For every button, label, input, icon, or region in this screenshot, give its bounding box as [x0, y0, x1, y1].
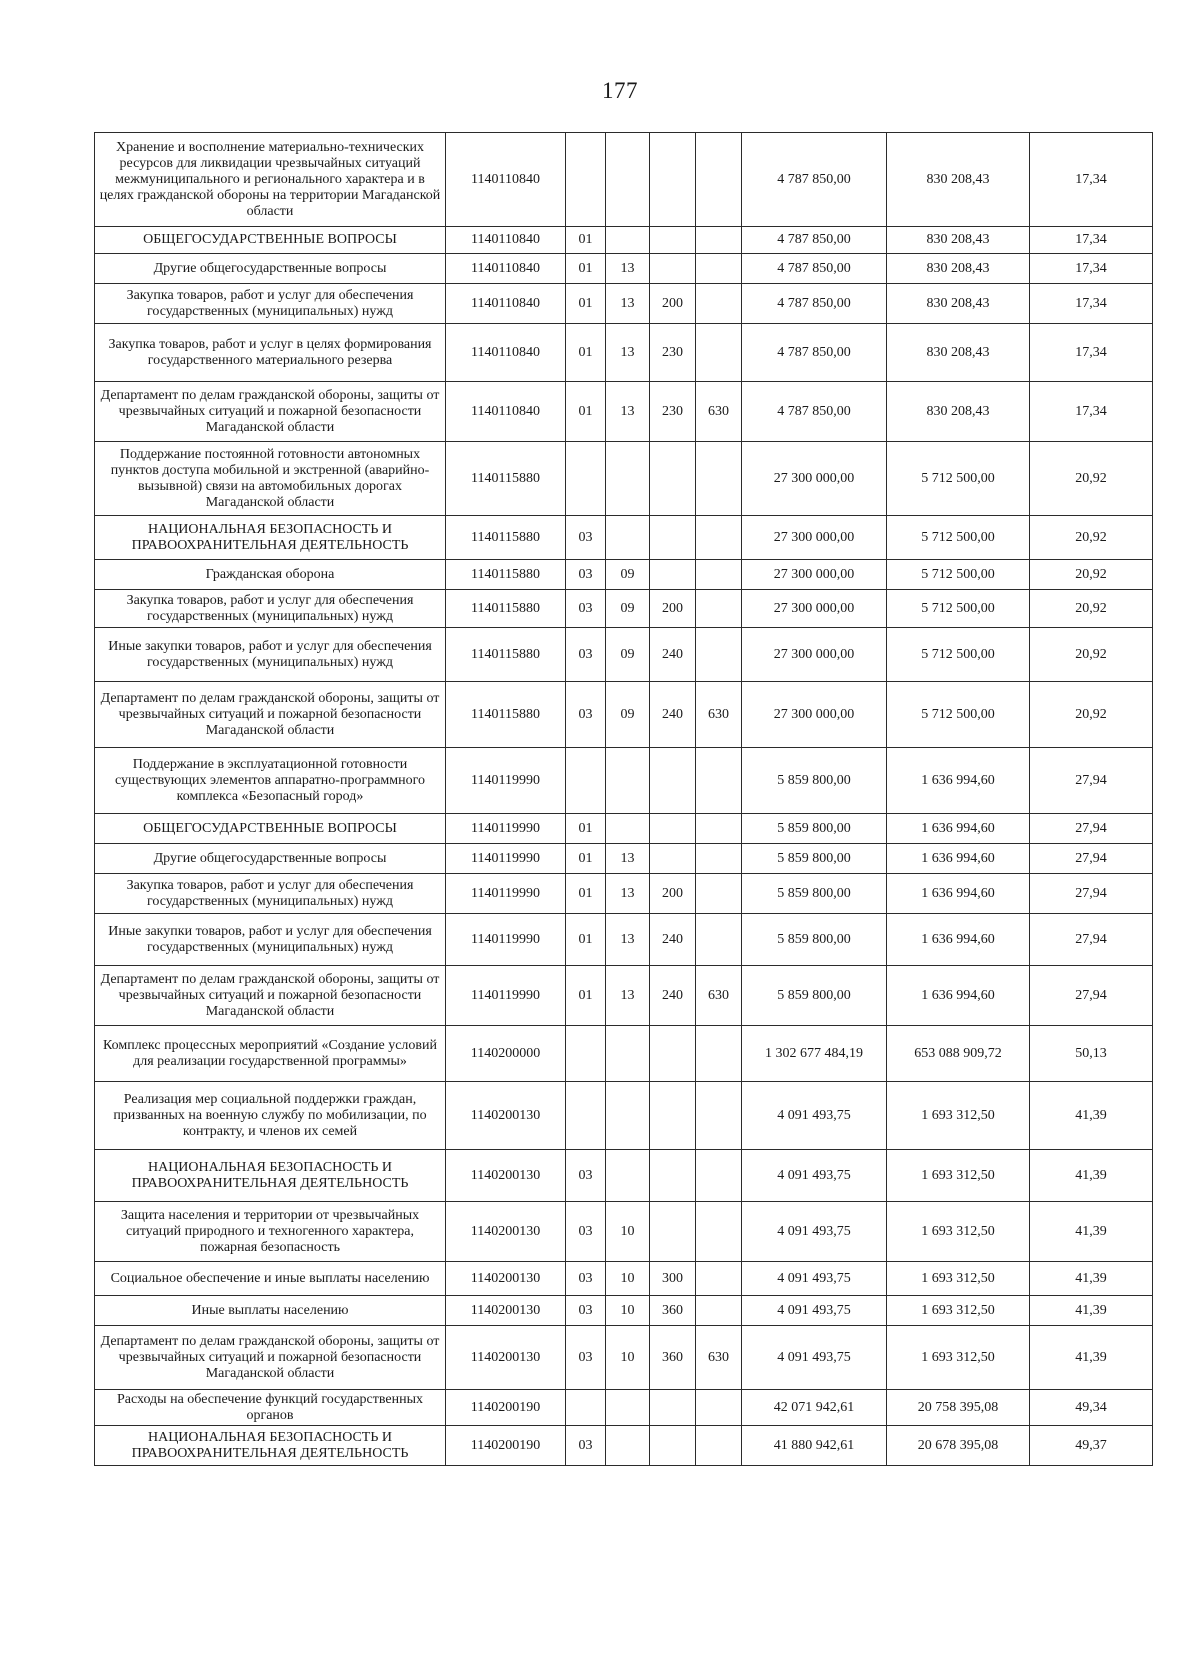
row-expense-type-cell: 230: [650, 382, 696, 442]
row-section-cell: [566, 1026, 606, 1082]
row-section-cell: 01: [566, 227, 606, 254]
row-percent-cell: 20,92: [1030, 516, 1153, 560]
row-expense-type-cell: [650, 1082, 696, 1150]
row-fact-cell: 830 208,43: [887, 382, 1030, 442]
row-subsection-cell: [606, 1390, 650, 1426]
row-name-cell: Департамент по делам гражданской обороны, защиты от чрезвычайных ситуаций и пожарной безопасности Магаданской области: [95, 382, 446, 442]
row-section-cell: 03: [566, 1150, 606, 1202]
row-department-cell: [696, 1026, 742, 1082]
row-fact-cell: 1 636 994,60: [887, 748, 1030, 814]
row-subsection-cell: 09: [606, 590, 650, 628]
row-section-cell: 01: [566, 284, 606, 324]
table-row: [95, 1082, 1153, 1150]
row-expense-type-cell: [650, 254, 696, 284]
row-subsection-cell: 13: [606, 382, 650, 442]
row-percent-cell: 27,94: [1030, 874, 1153, 914]
row-fact-cell: 1 693 312,50: [887, 1150, 1030, 1202]
row-subsection-cell: 13: [606, 874, 650, 914]
row-subsection-cell: 13: [606, 966, 650, 1026]
row-plan-cell: 5 859 800,00: [742, 748, 887, 814]
row-plan-cell: 27 300 000,00: [742, 516, 887, 560]
row-percent-cell: 41,39: [1030, 1202, 1153, 1262]
row-name-cell: НАЦИОНАЛЬНАЯ БЕЗОПАСНОСТЬ И ПРАВООХРАНИТЕЛЬНАЯ ДЕЯТЕЛЬНОСТЬ: [95, 1150, 446, 1202]
row-department-cell: [696, 590, 742, 628]
row-section-cell: 03: [566, 590, 606, 628]
row-subsection-cell: [606, 1082, 650, 1150]
row-percent-cell: 41,39: [1030, 1150, 1153, 1202]
row-fact-cell: 1 693 312,50: [887, 1296, 1030, 1326]
row-percent-cell: 20,92: [1030, 560, 1153, 590]
row-percent-cell: 41,39: [1030, 1082, 1153, 1150]
row-code-cell: 1140200130: [446, 1262, 566, 1296]
row-plan-cell: 4 091 493,75: [742, 1202, 887, 1262]
row-percent-cell: 27,94: [1030, 914, 1153, 966]
row-plan-cell: 27 300 000,00: [742, 682, 887, 748]
row-plan-cell: 4 787 850,00: [742, 133, 887, 227]
table-row: [95, 1390, 1153, 1426]
row-expense-type-cell: [650, 560, 696, 590]
row-fact-cell: 1 693 312,50: [887, 1202, 1030, 1262]
row-department-cell: [696, 227, 742, 254]
row-code-cell: 1140115880: [446, 628, 566, 682]
row-subsection-cell: [606, 1026, 650, 1082]
row-section-cell: [566, 1390, 606, 1426]
row-expense-type-cell: 200: [650, 284, 696, 324]
row-code-cell: 1140115880: [446, 516, 566, 560]
row-section-cell: 01: [566, 814, 606, 844]
row-plan-cell: 27 300 000,00: [742, 628, 887, 682]
table-row: [95, 748, 1153, 814]
row-percent-cell: 17,34: [1030, 254, 1153, 284]
row-code-cell: 1140115880: [446, 442, 566, 516]
row-subsection-cell: 13: [606, 284, 650, 324]
row-section-cell: 03: [566, 628, 606, 682]
row-fact-cell: 1 636 994,60: [887, 874, 1030, 914]
row-code-cell: 1140115880: [446, 590, 566, 628]
row-code-cell: 1140110840: [446, 284, 566, 324]
row-percent-cell: 27,94: [1030, 844, 1153, 874]
row-percent-cell: 27,94: [1030, 814, 1153, 844]
row-plan-cell: 4 091 493,75: [742, 1326, 887, 1390]
row-subsection-cell: 13: [606, 324, 650, 382]
row-name-cell: Хранение и восполнение материально-технических ресурсов для ликвидации чрезвычайных ситуаций межмуниципального и регионального характера и в целях гражданской обороны на территории Магаданской области: [95, 133, 446, 227]
row-section-cell: 03: [566, 1202, 606, 1262]
row-plan-cell: 42 071 942,61: [742, 1390, 887, 1426]
row-percent-cell: 17,34: [1030, 133, 1153, 227]
row-percent-cell: 27,94: [1030, 966, 1153, 1026]
row-section-cell: 01: [566, 844, 606, 874]
row-name-cell: Иные выплаты населению: [95, 1296, 446, 1326]
row-section-cell: 03: [566, 1296, 606, 1326]
row-code-cell: 1140119990: [446, 844, 566, 874]
row-code-cell: 1140119990: [446, 966, 566, 1026]
row-section-cell: 03: [566, 682, 606, 748]
row-plan-cell: 4 091 493,75: [742, 1082, 887, 1150]
row-fact-cell: 1 636 994,60: [887, 914, 1030, 966]
row-plan-cell: 5 859 800,00: [742, 874, 887, 914]
row-section-cell: 01: [566, 254, 606, 284]
row-name-cell: Департамент по делам гражданской обороны, защиты от чрезвычайных ситуаций и пожарной безопасности Магаданской области: [95, 966, 446, 1026]
row-department-cell: [696, 324, 742, 382]
row-expense-type-cell: [650, 227, 696, 254]
row-percent-cell: 20,92: [1030, 682, 1153, 748]
row-name-cell: Департамент по делам гражданской обороны, защиты от чрезвычайных ситуаций и пожарной безопасности Магаданской области: [95, 1326, 446, 1390]
row-fact-cell: 1 636 994,60: [887, 966, 1030, 1026]
row-plan-cell: 4 787 850,00: [742, 324, 887, 382]
row-expense-type-cell: [650, 844, 696, 874]
row-subsection-cell: 10: [606, 1202, 650, 1262]
row-department-cell: [696, 1296, 742, 1326]
row-subsection-cell: [606, 442, 650, 516]
row-name-cell: Департамент по делам гражданской обороны, защиты от чрезвычайных ситуаций и пожарной безопасности Магаданской области: [95, 682, 446, 748]
row-section-cell: [566, 442, 606, 516]
row-name-cell: Защита населения и территории от чрезвычайных ситуаций природного и техногенного характера, пожарная безопасность: [95, 1202, 446, 1262]
row-code-cell: 1140200190: [446, 1426, 566, 1466]
row-department-cell: 630: [696, 1326, 742, 1390]
row-code-cell: 1140110840: [446, 133, 566, 227]
row-department-cell: [696, 628, 742, 682]
row-plan-cell: 5 859 800,00: [742, 914, 887, 966]
row-section-cell: [566, 133, 606, 227]
row-code-cell: 1140110840: [446, 324, 566, 382]
row-subsection-cell: 13: [606, 254, 650, 284]
table-row: [95, 324, 1153, 382]
row-fact-cell: 5 712 500,00: [887, 682, 1030, 748]
row-subsection-cell: 09: [606, 628, 650, 682]
row-fact-cell: 653 088 909,72: [887, 1026, 1030, 1082]
row-percent-cell: 49,37: [1030, 1426, 1153, 1466]
row-name-cell: Реализация мер социальной поддержки граждан, призванных на военную службу по мобилизации, по контракту, и членов их семей: [95, 1082, 446, 1150]
row-code-cell: 1140200000: [446, 1026, 566, 1082]
row-subsection-cell: [606, 133, 650, 227]
row-name-cell: Расходы на обеспечение функций государственных органов: [95, 1390, 446, 1426]
row-code-cell: 1140110840: [446, 382, 566, 442]
row-percent-cell: 17,34: [1030, 284, 1153, 324]
row-fact-cell: 5 712 500,00: [887, 560, 1030, 590]
row-expense-type-cell: [650, 1150, 696, 1202]
row-percent-cell: 41,39: [1030, 1262, 1153, 1296]
row-plan-cell: 4 091 493,75: [742, 1150, 887, 1202]
row-expense-type-cell: [650, 133, 696, 227]
row-expense-type-cell: 360: [650, 1296, 696, 1326]
table-row: [95, 682, 1153, 748]
row-code-cell: 1140200130: [446, 1082, 566, 1150]
row-fact-cell: 5 712 500,00: [887, 628, 1030, 682]
row-department-cell: 630: [696, 682, 742, 748]
row-section-cell: 03: [566, 1326, 606, 1390]
row-expense-type-cell: [650, 442, 696, 516]
row-department-cell: 630: [696, 966, 742, 1026]
row-section-cell: 01: [566, 914, 606, 966]
row-department-cell: [696, 814, 742, 844]
row-code-cell: 1140119990: [446, 874, 566, 914]
row-plan-cell: 4 091 493,75: [742, 1262, 887, 1296]
row-name-cell: Иные закупки товаров, работ и услуг для обеспечения государственных (муниципальных) нужд: [95, 914, 446, 966]
row-code-cell: 1140119990: [446, 814, 566, 844]
row-department-cell: [696, 284, 742, 324]
row-fact-cell: 1 636 994,60: [887, 814, 1030, 844]
table-row: [95, 844, 1153, 874]
table-row: [95, 590, 1153, 628]
table-row: [95, 133, 1153, 227]
row-name-cell: Поддержание в эксплуатационной готовности существующих элементов аппаратно-программного комплекса «Безопасный город»: [95, 748, 446, 814]
table-row: [95, 442, 1153, 516]
row-expense-type-cell: [650, 1202, 696, 1262]
row-expense-type-cell: [650, 748, 696, 814]
row-department-cell: 630: [696, 382, 742, 442]
row-expense-type-cell: 200: [650, 590, 696, 628]
row-section-cell: [566, 1082, 606, 1150]
row-name-cell: Закупка товаров, работ и услуг в целях формирования государственного материального резерва: [95, 324, 446, 382]
row-code-cell: 1140200130: [446, 1150, 566, 1202]
row-subsection-cell: 10: [606, 1262, 650, 1296]
row-department-cell: [696, 1262, 742, 1296]
row-name-cell: Закупка товаров, работ и услуг для обеспечения государственных (муниципальных) нужд: [95, 284, 446, 324]
row-subsection-cell: [606, 814, 650, 844]
row-subsection-cell: 10: [606, 1296, 650, 1326]
row-section-cell: 01: [566, 874, 606, 914]
row-subsection-cell: [606, 748, 650, 814]
budget-table: [94, 132, 1153, 1466]
row-expense-type-cell: [650, 516, 696, 560]
row-expense-type-cell: 300: [650, 1262, 696, 1296]
row-expense-type-cell: 200: [650, 874, 696, 914]
row-department-cell: [696, 254, 742, 284]
row-fact-cell: 1 693 312,50: [887, 1082, 1030, 1150]
table-row: [95, 914, 1153, 966]
row-subsection-cell: 09: [606, 682, 650, 748]
row-plan-cell: 27 300 000,00: [742, 442, 887, 516]
row-fact-cell: 20 678 395,08: [887, 1426, 1030, 1466]
row-section-cell: 01: [566, 324, 606, 382]
row-name-cell: Гражданская оборона: [95, 560, 446, 590]
row-name-cell: Другие общегосударственные вопросы: [95, 254, 446, 284]
row-plan-cell: 4 787 850,00: [742, 284, 887, 324]
row-fact-cell: 830 208,43: [887, 133, 1030, 227]
row-department-cell: [696, 1082, 742, 1150]
row-expense-type-cell: 360: [650, 1326, 696, 1390]
row-percent-cell: 17,34: [1030, 324, 1153, 382]
row-department-cell: [696, 516, 742, 560]
row-plan-cell: 4 787 850,00: [742, 254, 887, 284]
row-percent-cell: 20,92: [1030, 628, 1153, 682]
row-section-cell: 03: [566, 516, 606, 560]
row-department-cell: [696, 1150, 742, 1202]
row-percent-cell: 41,39: [1030, 1326, 1153, 1390]
page-number: 177: [602, 78, 638, 103]
row-subsection-cell: [606, 516, 650, 560]
row-code-cell: 1140110840: [446, 254, 566, 284]
row-subsection-cell: 10: [606, 1326, 650, 1390]
row-section-cell: 03: [566, 560, 606, 590]
row-code-cell: 1140119990: [446, 914, 566, 966]
row-department-cell: [696, 914, 742, 966]
row-plan-cell: 4 787 850,00: [742, 227, 887, 254]
row-percent-cell: 17,34: [1030, 227, 1153, 254]
row-plan-cell: 4 787 850,00: [742, 382, 887, 442]
row-code-cell: 1140200130: [446, 1326, 566, 1390]
row-name-cell: НАЦИОНАЛЬНАЯ БЕЗОПАСНОСТЬ И ПРАВООХРАНИТЕЛЬНАЯ ДЕЯТЕЛЬНОСТЬ: [95, 1426, 446, 1466]
row-expense-type-cell: [650, 1390, 696, 1426]
row-expense-type-cell: [650, 1026, 696, 1082]
row-plan-cell: 27 300 000,00: [742, 590, 887, 628]
row-fact-cell: 1 693 312,50: [887, 1262, 1030, 1296]
row-name-cell: Иные закупки товаров, работ и услуг для обеспечения государственных (муниципальных) нужд: [95, 628, 446, 682]
row-plan-cell: 1 302 677 484,19: [742, 1026, 887, 1082]
table-row: [95, 1296, 1153, 1326]
row-name-cell: Закупка товаров, работ и услуг для обеспечения государственных (муниципальных) нужд: [95, 590, 446, 628]
table-row: [95, 1326, 1153, 1390]
row-code-cell: 1140110840: [446, 227, 566, 254]
row-name-cell: НАЦИОНАЛЬНАЯ БЕЗОПАСНОСТЬ И ПРАВООХРАНИТЕЛЬНАЯ ДЕЯТЕЛЬНОСТЬ: [95, 516, 446, 560]
row-expense-type-cell: 240: [650, 966, 696, 1026]
row-section-cell: 01: [566, 966, 606, 1026]
row-code-cell: 1140200130: [446, 1202, 566, 1262]
table-row: [95, 1202, 1153, 1262]
row-code-cell: 1140115880: [446, 560, 566, 590]
row-department-cell: [696, 560, 742, 590]
row-fact-cell: 5 712 500,00: [887, 590, 1030, 628]
table-row: [95, 966, 1153, 1026]
row-percent-cell: 17,34: [1030, 382, 1153, 442]
row-department-cell: [696, 1426, 742, 1466]
row-expense-type-cell: 240: [650, 914, 696, 966]
table-row: [95, 516, 1153, 560]
row-name-cell: Закупка товаров, работ и услуг для обеспечения государственных (муниципальных) нужд: [95, 874, 446, 914]
row-section-cell: 03: [566, 1262, 606, 1296]
row-section-cell: 01: [566, 382, 606, 442]
row-percent-cell: 49,34: [1030, 1390, 1153, 1426]
row-percent-cell: 50,13: [1030, 1026, 1153, 1082]
row-code-cell: 1140119990: [446, 748, 566, 814]
row-plan-cell: 41 880 942,61: [742, 1426, 887, 1466]
row-subsection-cell: 13: [606, 914, 650, 966]
row-fact-cell: 1 636 994,60: [887, 844, 1030, 874]
row-expense-type-cell: 240: [650, 682, 696, 748]
row-department-cell: [696, 133, 742, 227]
row-department-cell: [696, 748, 742, 814]
row-name-cell: Другие общегосударственные вопросы: [95, 844, 446, 874]
table-row: [95, 1150, 1153, 1202]
table-row: [95, 814, 1153, 844]
table-row: [95, 284, 1153, 324]
row-code-cell: 1140200190: [446, 1390, 566, 1426]
row-section-cell: [566, 748, 606, 814]
row-subsection-cell: 09: [606, 560, 650, 590]
row-name-cell: Поддержание постоянной готовности автономных пунктов доступа мобильной и экстренной (аварийно-вызывной) связи на автомобильных дорогах Магаданской области: [95, 442, 446, 516]
row-fact-cell: 830 208,43: [887, 284, 1030, 324]
row-expense-type-cell: 230: [650, 324, 696, 382]
row-fact-cell: 1 693 312,50: [887, 1326, 1030, 1390]
row-name-cell: Социальное обеспечение и иные выплаты населению: [95, 1262, 446, 1296]
row-name-cell: Комплекс процессных мероприятий «Создание условий для реализации государственной программы»: [95, 1026, 446, 1082]
row-plan-cell: 5 859 800,00: [742, 814, 887, 844]
row-fact-cell: 5 712 500,00: [887, 516, 1030, 560]
row-department-cell: [696, 1202, 742, 1262]
row-department-cell: [696, 844, 742, 874]
row-fact-cell: 830 208,43: [887, 324, 1030, 382]
row-plan-cell: 5 859 800,00: [742, 844, 887, 874]
row-name-cell: ОБЩЕГОСУДАРСТВЕННЫЕ ВОПРОСЫ: [95, 814, 446, 844]
row-code-cell: 1140200130: [446, 1296, 566, 1326]
row-percent-cell: 27,94: [1030, 748, 1153, 814]
row-expense-type-cell: [650, 1426, 696, 1466]
table-row: [95, 382, 1153, 442]
row-name-cell: ОБЩЕГОСУДАРСТВЕННЫЕ ВОПРОСЫ: [95, 227, 446, 254]
row-percent-cell: 20,92: [1030, 442, 1153, 516]
table-row: [95, 628, 1153, 682]
row-subsection-cell: [606, 1150, 650, 1202]
row-fact-cell: 5 712 500,00: [887, 442, 1030, 516]
table-body: [95, 133, 1153, 1466]
row-section-cell: 03: [566, 1426, 606, 1466]
table-row: [95, 560, 1153, 590]
row-percent-cell: 20,92: [1030, 590, 1153, 628]
row-plan-cell: 4 091 493,75: [742, 1296, 887, 1326]
table-row: [95, 254, 1153, 284]
row-department-cell: [696, 442, 742, 516]
table-row: [95, 1426, 1153, 1466]
row-subsection-cell: 13: [606, 844, 650, 874]
row-percent-cell: 41,39: [1030, 1296, 1153, 1326]
row-plan-cell: 5 859 800,00: [742, 966, 887, 1026]
table-row: [95, 227, 1153, 254]
table-row: [95, 874, 1153, 914]
row-expense-type-cell: [650, 814, 696, 844]
table-row: [95, 1262, 1153, 1296]
row-subsection-cell: [606, 227, 650, 254]
row-fact-cell: 830 208,43: [887, 254, 1030, 284]
row-department-cell: [696, 874, 742, 914]
row-department-cell: [696, 1390, 742, 1426]
row-code-cell: 1140115880: [446, 682, 566, 748]
row-fact-cell: 830 208,43: [887, 227, 1030, 254]
table-row: [95, 1026, 1153, 1082]
row-fact-cell: 20 758 395,08: [887, 1390, 1030, 1426]
row-subsection-cell: [606, 1426, 650, 1466]
row-expense-type-cell: 240: [650, 628, 696, 682]
row-plan-cell: 27 300 000,00: [742, 560, 887, 590]
